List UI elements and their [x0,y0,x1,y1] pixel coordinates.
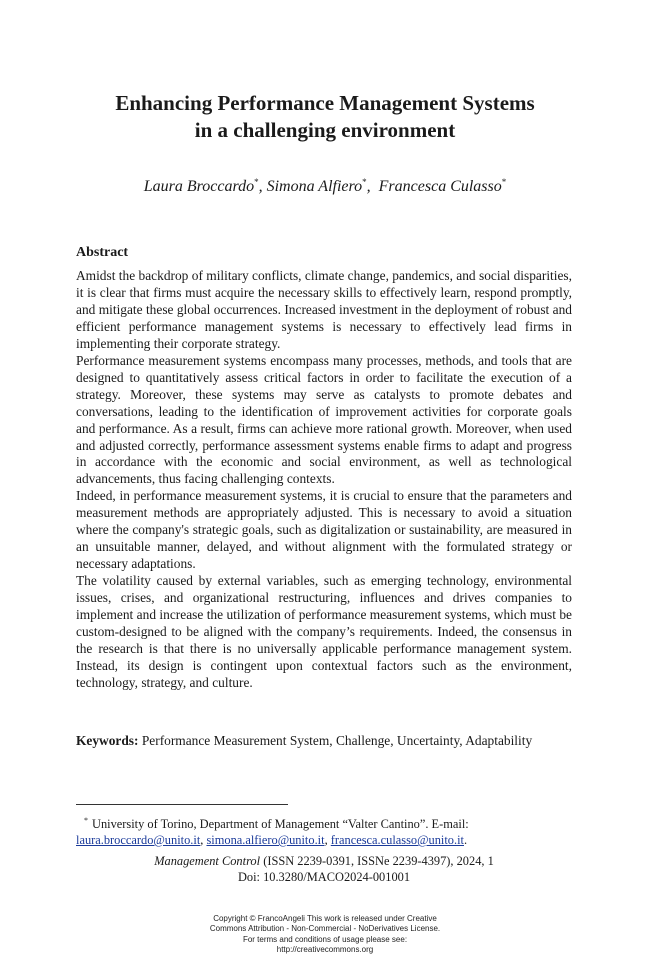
footnote-mark: * [84,816,88,825]
email-link[interactable]: simona.alfiero@unito.it [206,833,325,847]
copyright-line: For terms and conditions of usage please see: [242,934,408,944]
abstract-paragraph: Indeed, in performance measurement systems, it is crucial to ensure that the parameters and measurement methods are appropriately adjusted. This is necessary to avoid a situation where the company's strategic goals, such as digitalization or sustainability, are measured in an unsuitable manner, delayed, and without alignment with the formulated strategy or necessary adaptations. [76,488,572,572]
author-mark: * [501,177,507,187]
paper-title [60,90,590,144]
author-mark: * [254,177,259,187]
title-line-2: in a challenging environment [194,118,456,142]
keywords [76,732,572,749]
affiliation-footnote: * University of Torino, Department of Management “Valter Cantino”. E-mail: laura.broccardo@unito.it, simona.alfiero@unito.it, francesca.culasso@unito.it. [76,816,469,847]
journal-doi: Doi: 10.3280/MACO2024-001001 [237,870,411,884]
footnote-divider [76,804,288,805]
author-list: Laura Broccardo*, Simona Alfiero*, Francesca Culasso* [143,177,507,195]
abstract-paragraph: The volatility caused by external variables, such as emerging technology, environmental issues, crises, and organizational restructuring, influences and drives companies to implement and increase the utilization of performance measurement systems, which must be custom-designed to be aligned with the company’s requirements. Indeed, the consensus in the research is that there is no universally applicable performance management system. Instead, its design is contingent upon contextual factors such as the environment, technology, strategy, and culture. [76,573,572,690]
author-name: Laura Broccardo [143,178,255,195]
abstract-paragraph: Amidst the backdrop of military conflicts, climate change, pandemics, and social disparities, it is clear that firms must acquire the necessary skills to effectively learn, respond promptly, and mitigate these global occurrences. Increased investment in the deployment of robust and efficient performance management systems is necessary to effectively lead firms in implementing their corporate strategy. [76,268,572,351]
journal-name: Management Control [154,854,261,868]
author-mark: * [362,177,367,187]
email-link[interactable]: francesca.culasso@unito.it [330,833,464,847]
keywords-label: Keywords: [76,733,139,748]
abstract-paragraph: Performance measurement systems encompass many processes, methods, and tools that are designed to quantitatively assess critical factors in order to facilitate the execution of a strategy. Moreover, these systems may serve as catalysts to promote debates and conversations, leading to the identification of improvement activities for corporate goals and performance. As a result, firms can achieve more rational growth. Moreover, when used and adjusted correctly, performance assessment systems enable firms to adapt and progress in accordance with the economic and social environment, as well as technological advancements, thus facing challenging contexts. [76,352,572,487]
title-line-1: Enhancing Performance Management Systems [115,91,535,115]
copyright-link[interactable]: http://creativecommons.org [276,944,374,954]
author-name: Francesca Culasso [378,178,502,195]
keywords-text: Performance Measurement System, Challenge, Uncertainty, Adaptability [141,733,533,748]
author-name: Simona Alfiero [266,178,363,195]
affiliation-text: University of Torino, Department of Management “Valter Cantino”. E-mail: [92,817,469,831]
copyright-line: Copyright © FrancoAngeli This work is released under Creative [213,914,437,923]
abstract-body [76,268,572,692]
abstract-heading: Abstract [76,245,129,260]
journal-info [76,853,572,885]
copyright-notice [150,914,500,955]
email-link[interactable]: laura.broccardo@unito.it [76,833,201,847]
journal-details: (ISSN 2239-0391, ISSNe 2239-4397), 2024, 1 [263,854,494,868]
copyright-line: Commons Attribution - Non-Commercial - NoDerivatives License. [209,924,441,934]
